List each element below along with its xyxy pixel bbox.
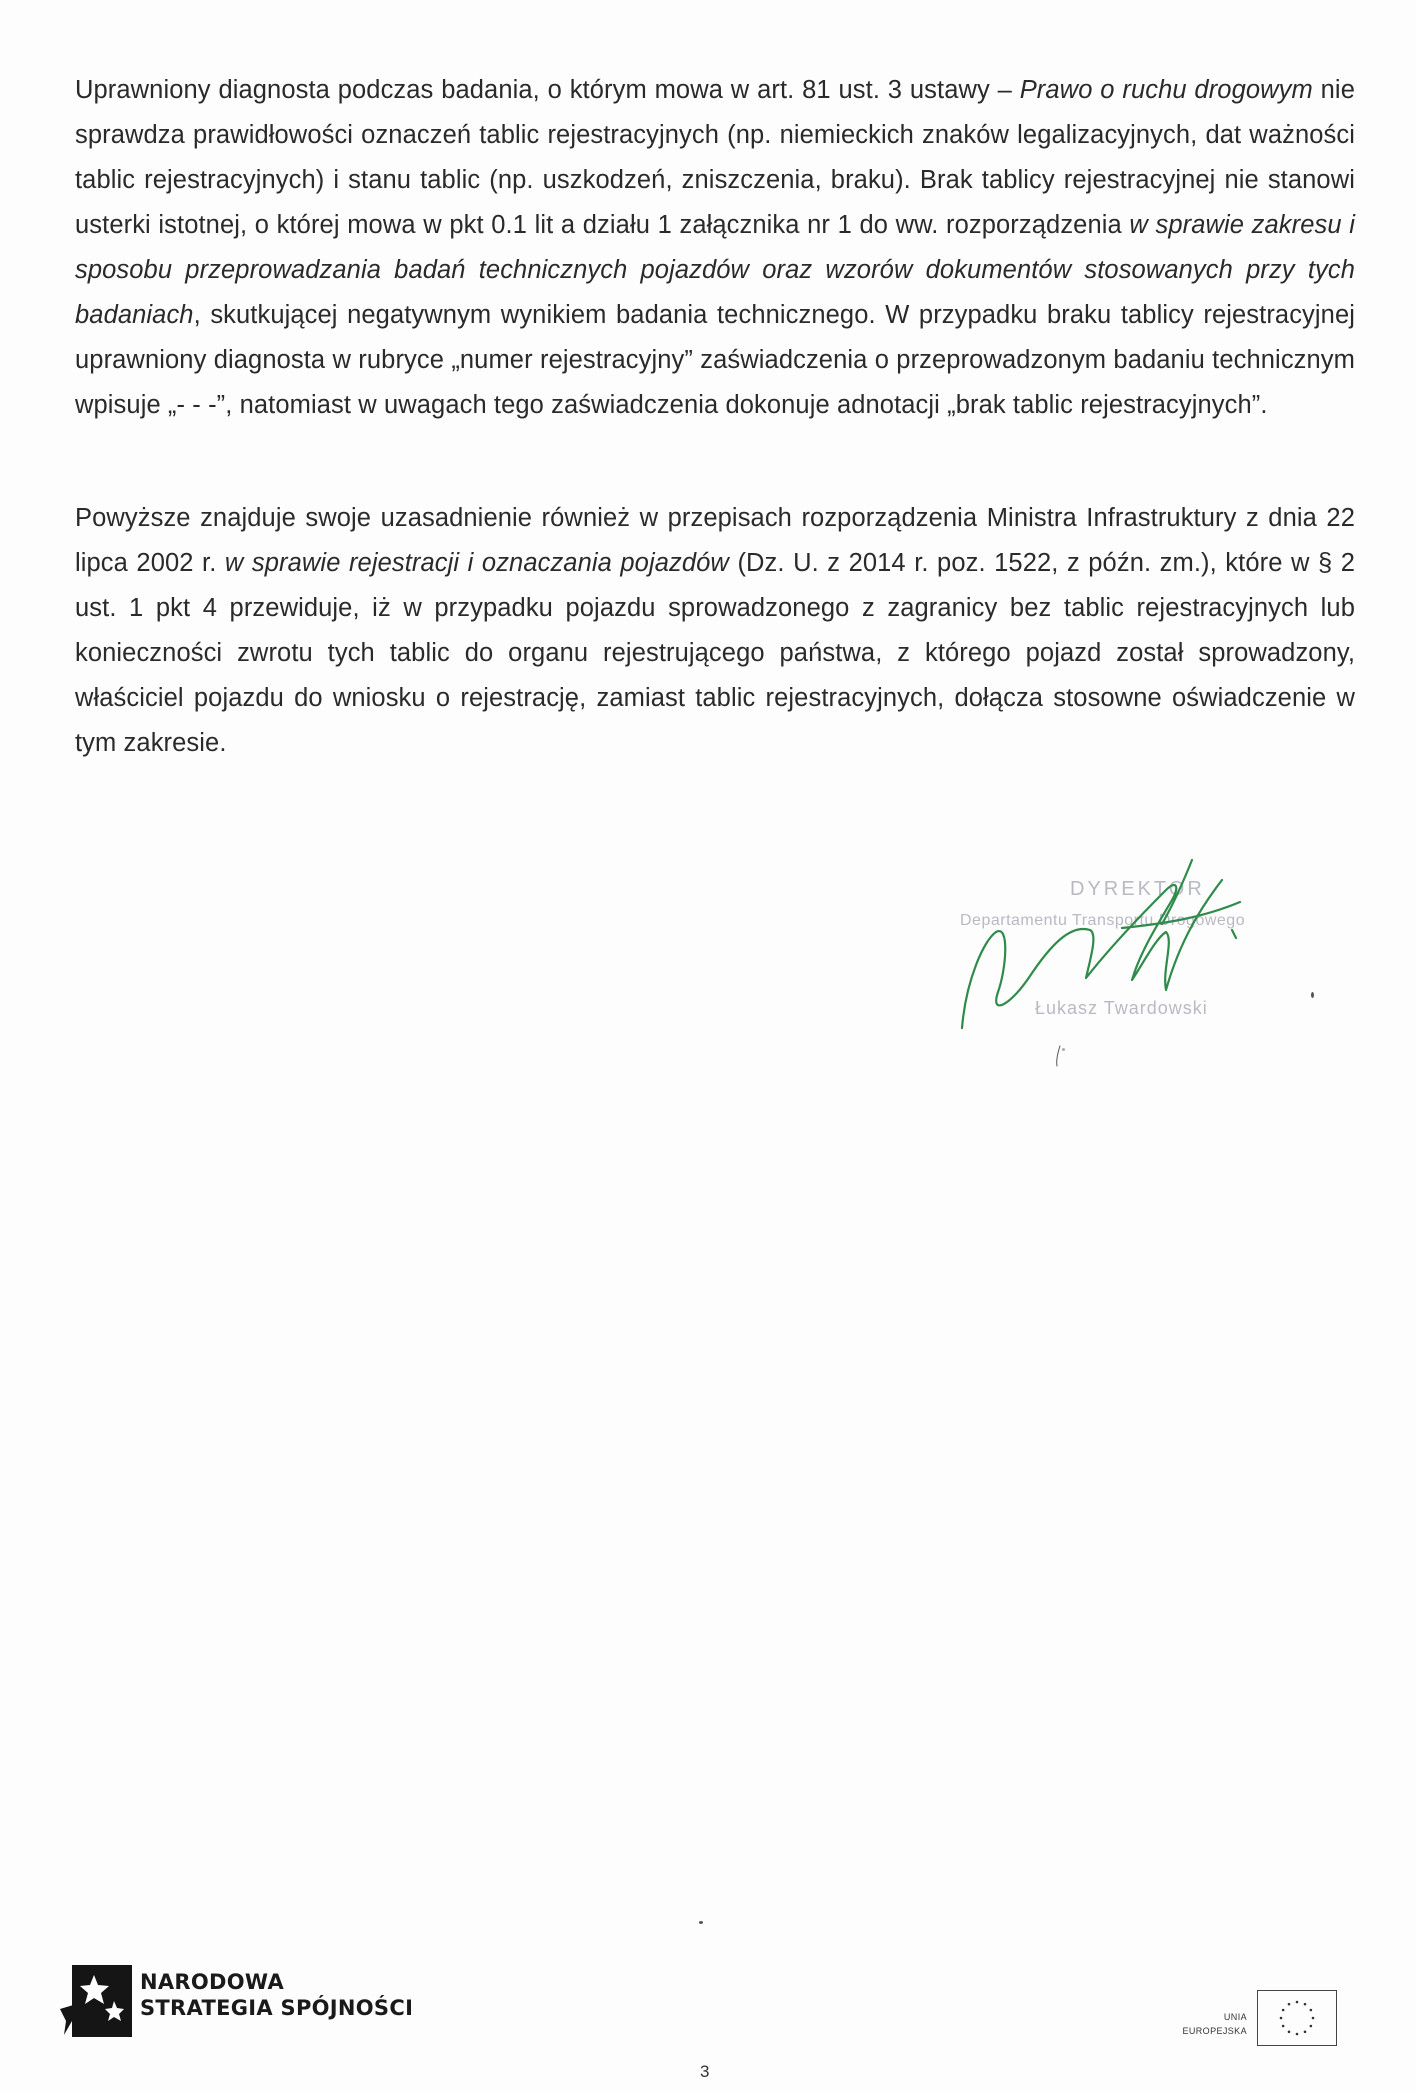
paragraph-1-text-a: Uprawniony diagnosta podczas badania, o którym mowa w art. 81 ust. 3 ustawy – <box>75 76 1020 104</box>
stamp-title: DYREKTOR <box>1070 878 1205 900</box>
nss-line-2: STRATEGIA SPÓJNOŚCI <box>140 1996 414 2020</box>
signature-block <box>940 820 1320 1080</box>
stamp-department: Departamentu Transportu Drogowego <box>960 912 1246 929</box>
paragraph-2-text-b: (Dz. U. z 2014 r. poz. 1522, z późn. zm.), które w § 2 ust. 1 pkt 4 przewiduje, iż w przypadku pojazdu sprowadzonego z zagranicy bez tablic rejestracyjnych lub konieczności zwrotu tych tablic do organu rejestrującego państwa, z którego pojazd został sprowadzony, właściciel pojazdu do wniosku o rejestrację, zamiast tablic rejestracyjnych, dołącza stosowne oświadczenie w tym zakresie. <box>75 549 1356 757</box>
paragraph-2-text-a: Powyższe znajduje swoje uzasadnienie również w przepisach rozporządzenia Ministra Infrastruktury z dnia 22 lipca 2002 r. <box>75 504 1355 577</box>
unia-europejska-logo <box>1155 1990 1345 2050</box>
paragraph-1-text-c: , skutkującej negatywnym wynikiem badania technicznego. W przypadku braku tablicy rejestracyjnej uprawniony diagnosta w rubryce „numer rejestracyjny” zaświadczenia o przeprowadzonym badaniu technicznym wpisuje „- - -”, natomiast w uwagach tego zaświadczenia dokonuje adnotacji „brak tablic rejestracyjnych”. <box>75 301 1355 419</box>
eu-star <box>1296 2033 1299 2036</box>
eu-label <box>1182 2010 1247 2038</box>
eu-star <box>1310 2009 1313 2012</box>
paragraph-1 <box>75 68 1355 428</box>
eu-star <box>1312 2017 1315 2020</box>
eu-star <box>1310 2025 1313 2028</box>
handwritten-signature <box>940 820 1320 1080</box>
paragraph-1-text-b: nie sprawdza prawidłowości oznaczeń tablic rejestracyjnych (np. niemieckich znaków legalizacyjnych, dat ważności tablic rejestracyjnych) i stanu tablic (np. uszkodzeń, zniszczenia, braku). Brak tablicy rejestracyjnej nie stanowi usterki istotnej, o której mowa w pkt 0.1 lit a działu 1 załącznika nr 1 do ww. rozporządzenia <box>75 76 1355 239</box>
eu-star <box>1296 2001 1299 2004</box>
paragraph-2 <box>75 496 1355 766</box>
scan-speck <box>1062 1048 1065 1051</box>
scan-speck <box>699 1921 703 1924</box>
eu-flag-icon <box>1257 1990 1337 2046</box>
paragraph-2-regulation-title: w sprawie rejestracji i oznaczania pojazdów <box>224 549 729 577</box>
paragraph-1-act-title: Prawo o ruchu drogowym <box>1019 76 1313 104</box>
scan-speck <box>1311 992 1314 998</box>
eu-star <box>1280 2017 1283 2020</box>
eu-label-line-2: EUROPEJSKA <box>1182 2026 1247 2036</box>
eu-star <box>1304 2003 1307 2006</box>
nss-wordmark <box>140 1969 413 2021</box>
eu-label-line-1: UNIA <box>1223 2012 1247 2022</box>
narodowa-strategia-spojnosci-logo <box>58 1963 438 2043</box>
page-number: 3 <box>700 2062 710 2081</box>
eu-star <box>1282 2009 1285 2012</box>
nss-star-emblem-icon <box>58 1963 136 2039</box>
eu-star <box>1288 2003 1291 2006</box>
eu-star <box>1288 2031 1291 2034</box>
eu-star <box>1282 2025 1285 2028</box>
nss-line-1: NARODOWA <box>140 1970 285 1994</box>
eu-star <box>1304 2031 1307 2034</box>
eu-stars-circle-icon <box>1258 1991 1336 2045</box>
paragraph-1-regulation-title: w sprawie zakresu i sposobu przeprowadzania badań technicznych pojazdów oraz wzorów dokumentów stosowanych przy tych badaniach <box>75 211 1355 329</box>
stamp-name: Łukasz Twardowski <box>1035 998 1208 1018</box>
